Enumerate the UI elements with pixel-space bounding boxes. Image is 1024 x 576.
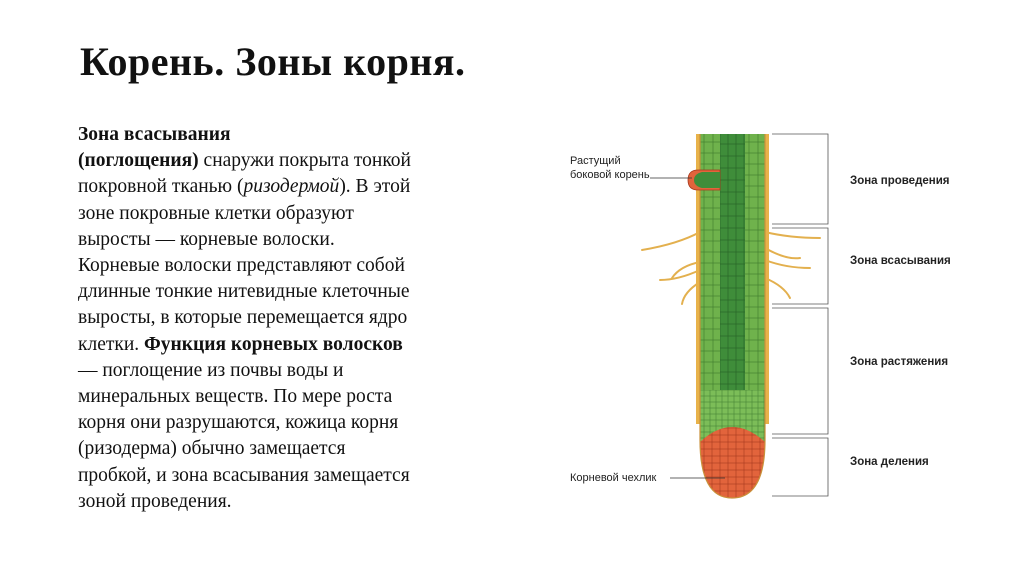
zone-brackets [772,134,828,496]
text-line: Зона всасывания [78,124,231,145]
text-line: выросты, в которые перемещается ядро [78,307,408,329]
text-line: минеральных веществ. По мере роста [78,386,393,408]
text-line: зоной проведения. [78,490,232,512]
text-line: покровной тканью (ризодермой). В этой [78,176,411,198]
text-line: Корневые волоски представляют собой [78,255,405,277]
zone-label-elongation: Зона растяжения [850,356,949,368]
text-line: длинные тонкие нитевидные клеточные [78,281,410,303]
zone-label-absorption: Зона всасывания [850,255,951,267]
text-line: (ризодерма) обычно замещается [78,438,346,460]
lateral-root [688,170,720,190]
text-line: (поглощения) снаружи покрыта тонкой [78,150,411,172]
text-line: выросты — корневые волоски. [78,228,335,250]
text-line: — поглощение из почвы воды и [78,359,344,381]
text-line: зоне покровные клетки образуют [78,202,354,224]
page-title: Корень. Зоны корня. [80,39,466,84]
zone-label-conduction: Зона проведения [850,175,950,187]
text-line: пробкой, и зона всасывания замещается [78,464,410,486]
root-zones-diagram [560,120,980,510]
text-line: клетки. Функция корневых волосков [78,333,403,355]
description-text [78,122,518,515]
zone-label-division: Зона деления [850,456,929,468]
lateral-root-label: Растущий боковой корень [570,155,650,181]
root-cap-label: Корневой чехлик [570,472,657,484]
text-line: корня они разрушаются, кожица корня [78,412,399,434]
